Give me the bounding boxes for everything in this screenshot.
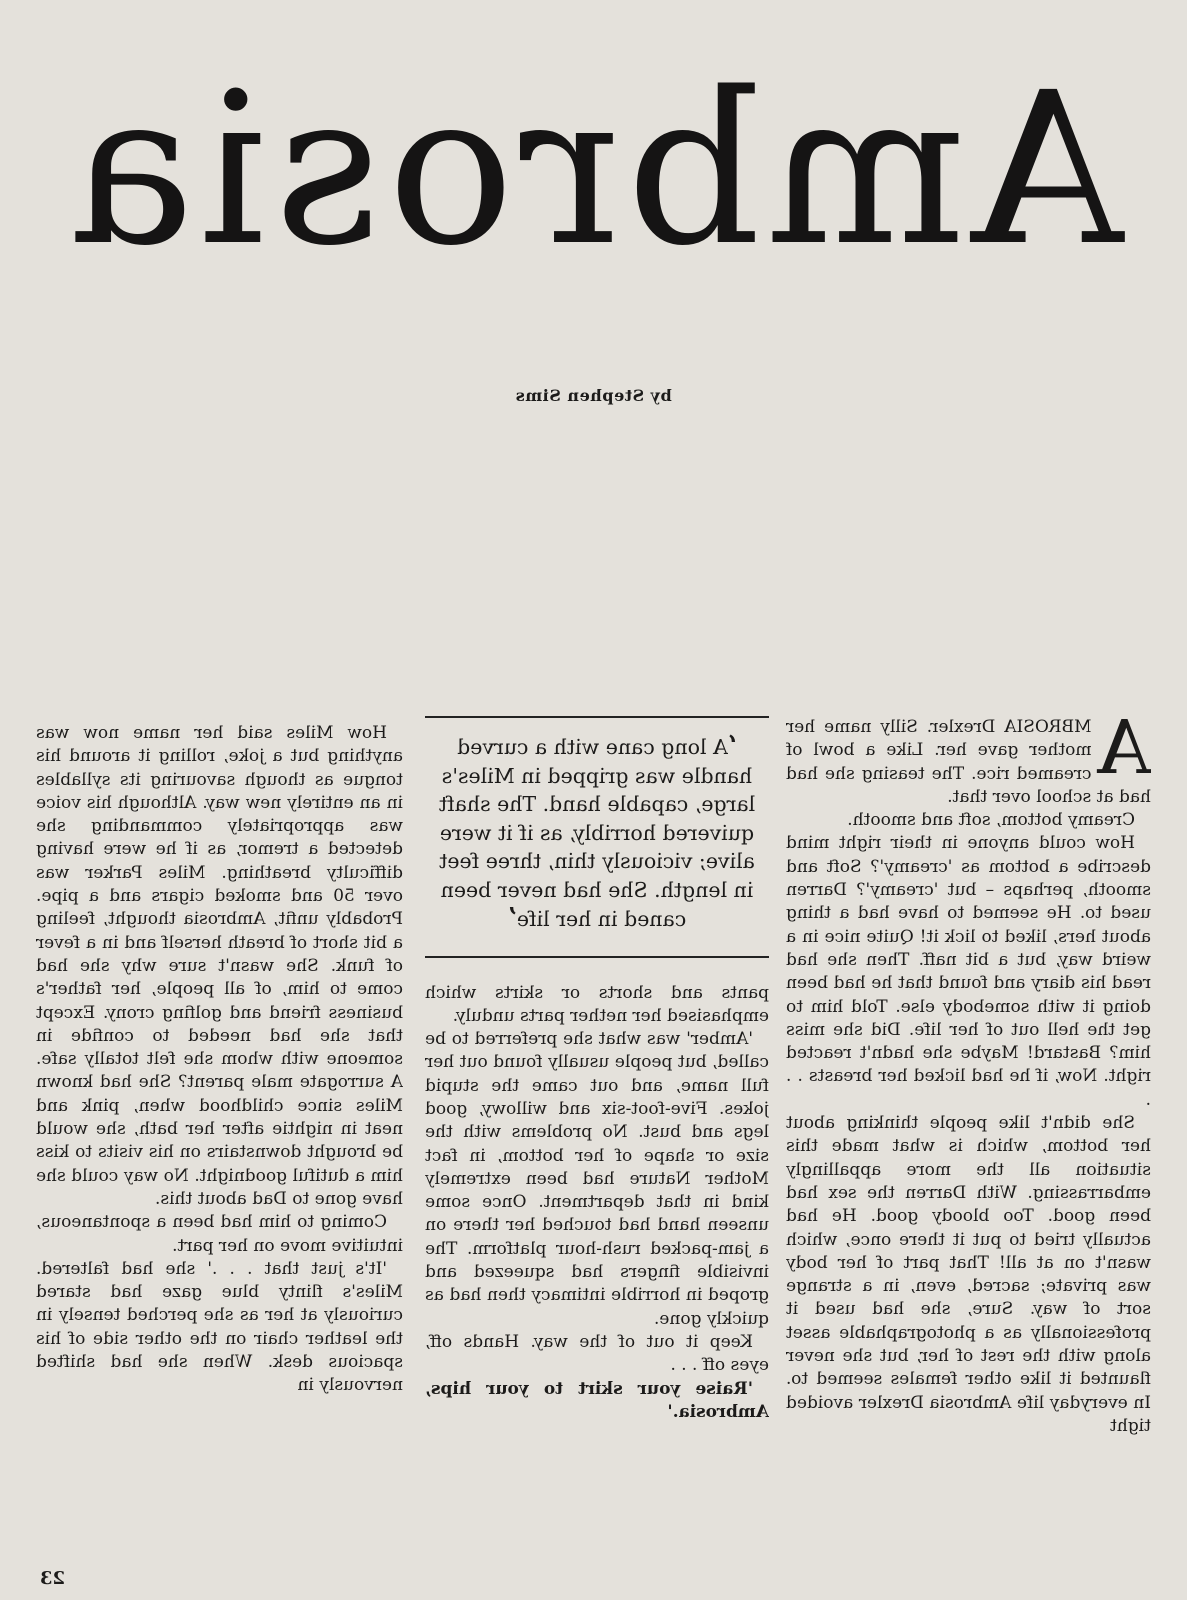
paragraph: 'Amber' was what she preferred to be called, but people usually found out her full name, and out came the stupid jokes. Five-foot-six and willowy, good legs and bust. No problems with the size or shape of her bottom, in fact Mother Nature had been extremely kind in that department. Once some unseen hand had touched her there on a jam-packed rush-hour platform. The invisible fingers had squeezed and groped in horrible intimacy then had as quickly gone. — [425, 1029, 769, 1329]
paragraph: She didn't like people thinking about her bottom, which is what made this situation all the more appallingly embarrassing. With Darren the sex had been good. Too bloody good. He had actually tried to put it there once, which wasn't on at all! That part of her body was private; sacred, even, in a strange sort of way. Sure, she had used it professionally as a photographable asset along with the rest of her, but she never flaunted it like other females seemed to. In everyday life Ambrosia Drexler avoided tight — [786, 1113, 1151, 1436]
pull-quote — [425, 716, 769, 958]
paragraph: 'It's just that . . .' she had faltered. Miles's flinty blue gaze had stared curiously at her as she perched tensely in the leather chair on the other side of his spacious desk. When she had shifted nervously in — [36, 1258, 403, 1396]
paragraph: Coming to him had been a spontaneous, intuitive move on her part. — [36, 1212, 403, 1256]
close-quote-mark: ’ — [507, 903, 517, 933]
opening-paragraph — [786, 716, 1151, 809]
pull-quote-text: A long cane with a curved handle was gripped in Miles's large, capable hand. The shaft quivered horribly, as if it were alive; viciously thin, three feet in length. She had never been caned in her life — [438, 735, 756, 931]
text-column-2 — [425, 716, 769, 1576]
byline: by Stephen Sims — [515, 386, 672, 405]
paragraph: Keep it out of the way. Hands off, eyes off . . . — [425, 1331, 769, 1376]
article-title: Ambrosia — [63, 47, 1124, 292]
paragraph: Creamy bottom, soft and smooth. — [847, 810, 1135, 831]
text-column-3 — [36, 716, 403, 1576]
paragraph: How Miles said her name now was anything but a joke, rolling it around his tongue as though savouring its syllables in an entirely new way. Although his voice was appropriately commanding she detected a tremor, as if he were having difficulty breathing. Miles Parker was over 50 and smoked cigars and a pipe. Probably unfit, Ambrosia thought, feeling a bit short of breath herself and in a fever of funk. She wasn't sure why she had come to him, of all people, her father's business friend and golfing crony. Except that she had needed to confide in someone with whom she felt totally safe. A surrogate male parent? She had known Miles since childhood when, pink and neat in nightie after her bath, she would be brought downstairs on his visits to kiss him a dutiful goodnight. No way could she have gone to Dad about this. — [36, 723, 403, 1209]
open-quote-mark: ‘ — [727, 731, 737, 761]
text-column-1 — [786, 716, 1151, 1576]
bold-dialogue: 'Raise your skirt to your hips, Ambrosia.' — [425, 1378, 769, 1422]
page-number: 23 — [39, 1568, 65, 1589]
drop-cap: A — [1097, 716, 1151, 791]
opening-text: MBROSIA Drexler. Silly name her mother gave her. Like a bowl of creamed rice. The teasing she had had at school over that. — [786, 717, 1151, 807]
paragraph: How could anyone in their right mind describe a bottom as 'creamy'? Soft and smooth, perhaps – but 'creamy'? Darren used to. He seemed to have had a thing about hers, liked to lick it! Quite nice in a weird way, but a bit naff. Then she had read his diary and found that he had been doing it with somebody else. Told him to get the hell out of her life. Did she miss him? Bastard! Maybe she hadn't reacted right. Now, if he had licked her breasts . . . — [786, 833, 1151, 1110]
paragraph: pants and shorts or skirts which emphasised her nether parts unduly. — [425, 982, 769, 1026]
